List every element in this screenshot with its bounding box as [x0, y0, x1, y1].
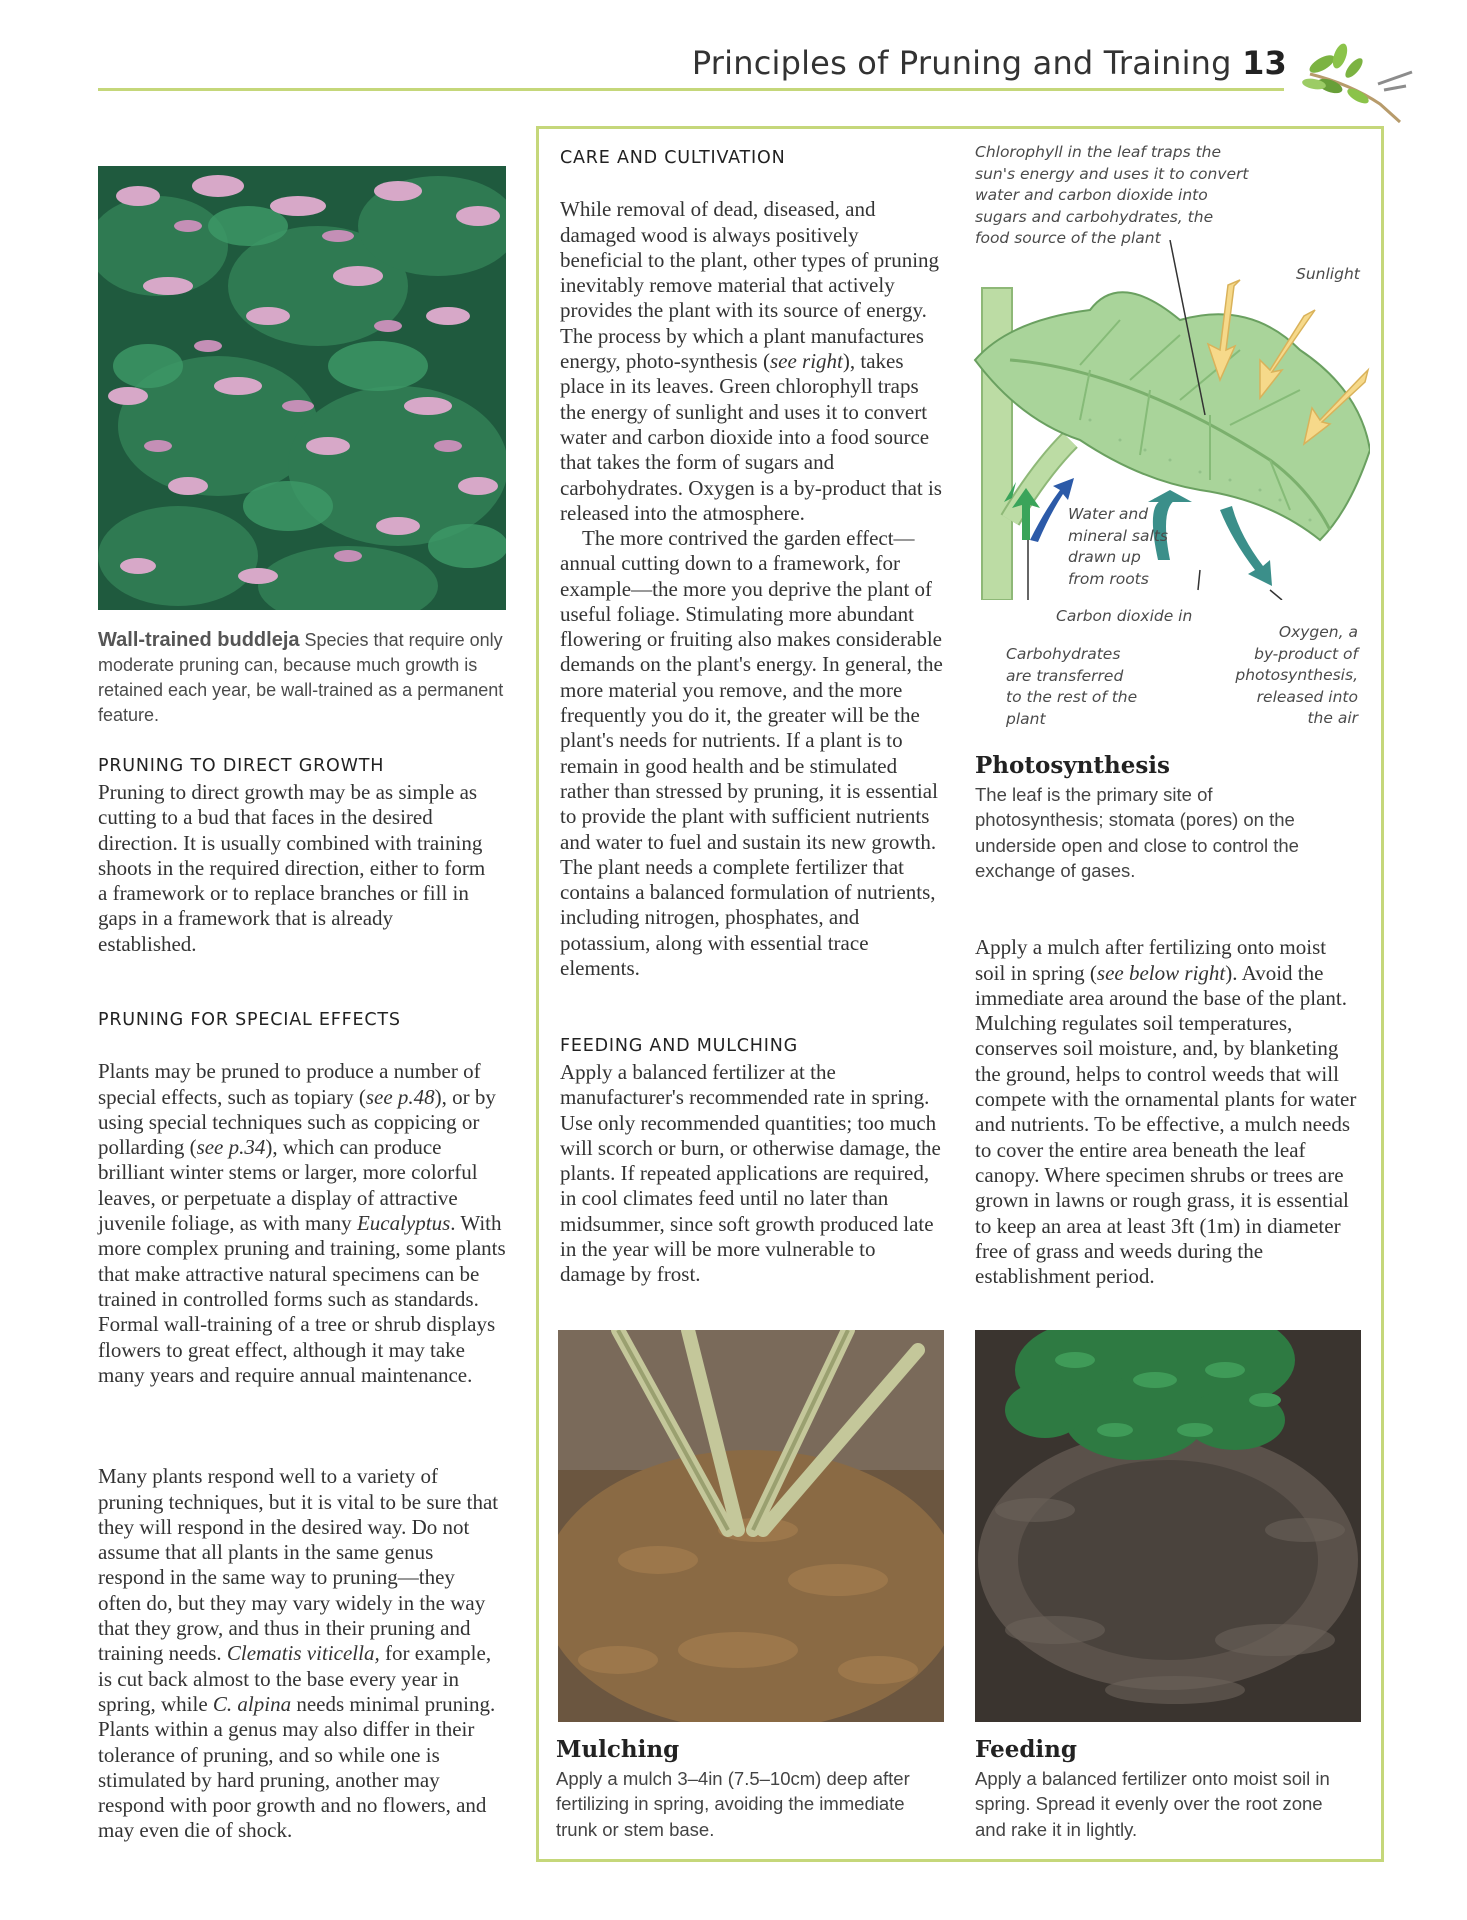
genus-name: Eucalyptus — [356, 1211, 451, 1236]
cross-ref: see below right — [1096, 960, 1226, 985]
care-body-p1: While removal of dead, diseased, and damaged wood is always positively beneficial to the plant, other types of pruning inevitably remove material that actively provides the plant with its source of energy. The process by which a plant manufactures energy, photo-synthesis (see right), takes place in its leaves. Green chlorophyll traps the energy of sunlight and uses it to convert water and carbon dioxide into a food source that takes the form of sugars and carbohydrates. Oxygen is a by-product that is released into the atmosphere. — [560, 197, 942, 525]
feeding-caption: Apply a balanced fertilizer onto moist soil in spring. Spread it evenly over the root zone and rake it in lightly. — [975, 1768, 1330, 1840]
header-rule — [98, 88, 1284, 91]
co2-label: Carbon dioxide in — [1056, 607, 1193, 625]
species-name: Clematis viticella, — [226, 1641, 380, 1666]
section-heading-care: CARE AND CULTIVATION — [560, 148, 786, 168]
photosynthesis-title: Photosynthesis — [975, 752, 1170, 779]
feeding-photo — [975, 1330, 1361, 1722]
cross-ref: see p.34 — [196, 1135, 266, 1160]
photosynthesis-caption: The leaf is the primary site of photosynthesis; stomata (pores) on the underside open and close to control the exchange of gases. — [975, 784, 1299, 881]
oxygen-label: Oxygen, a by-product of photosynthesis, released into the air — [1235, 623, 1358, 727]
section-body-special-effects: Plants may be pruned to produce a number of special effects, such as topiary (see p.48), or by using special techniques such as coppicing or pollarding (see p.34), which can produce brilliant winter stems or larger, more colorful leaves, or perpetuate a display of attractive juvenile foliage, as with many Eucalyptus. With more complex pruning and training, some plants that make attractive natural specimens can be trained in controlled forms such as standards. Formal wall-training of a tree or shrub displays flowers to great effect, although it may take many years and require annual maintenance. — [98, 1059, 506, 1387]
section-heading-special-effects: PRUNING FOR SPECIAL EFFECTS — [98, 1010, 401, 1030]
section-body-direct-growth: Pruning to direct growth may be as simple as cutting to a bud that faces in the desired direction. It is usually combined with training shoots in the required direction, either to form a framework or to replace branches or fill in gaps in a framework that is already established. — [98, 780, 486, 956]
carbohydrates-label: Carbohydrates are transferred to the rest of the plant — [1006, 645, 1138, 728]
caption-text: Species that require only moderate pruning can, because much growth is retained each year, be wall-trained as a permanent feature. — [98, 630, 504, 725]
running-header — [692, 44, 1287, 82]
feeding-title: Feeding — [975, 1736, 1077, 1763]
mulching-caption: Apply a mulch 3–4in (7.5–10cm) deep after fertilizing in spring, avoiding the immediate trunk or stem base. — [556, 1768, 910, 1840]
cross-ref: see right — [769, 349, 843, 374]
photosynthesis-diagram — [970, 240, 1370, 600]
buddleja-photo — [98, 166, 506, 610]
water-label: Water and mineral salts drawn up from roots — [1068, 505, 1168, 588]
section-heading-feeding: FEEDING AND MULCHING — [560, 1036, 798, 1056]
buddleja-caption — [98, 628, 508, 728]
cross-ref: see p.48 — [365, 1084, 435, 1109]
chlorophyll-label: Chlorophyll in the leaf traps the sun's energy and uses it to convert water and carbon dioxide into sugars and carbohydrates, the food source of the plant — [975, 143, 1249, 247]
feeding-body: Apply a balanced fertilizer at the manufacturer's recommended rate in spring. Use only recommended quantities; too much will scorch or burn, or otherwise damage, the plants. If repeated applications are required, in cool climates feed until no later than midsummer, since soft growth produced late in the year will be more vulnerable to damage by frost. — [560, 1060, 941, 1287]
header-title: Principles of Pruning and Training — [691, 44, 1232, 82]
caption-title: Wall-trained buddleja — [98, 629, 300, 651]
mulching-title: Mulching — [556, 1736, 680, 1763]
leaf-sprig-icon — [1300, 34, 1418, 126]
care-body-p2: The more contrived the garden effect—annual cutting down to a framework, for example—the more you deprive the plant of useful foliage. Stimulating more abundant flowering or fruiting also makes considerable demands on the plant's energy. In general, the more material you remove, and the more frequently you do it, the greater will be the plant's needs for nutrients. If a plant is to remain in good health and be stimulated rather than stressed by pruning, it is essential to provide the plant with sufficient nutrients and water to fuel and sustain its new growth. The plant needs a complete fertilizer that contains a balanced formulation of nutrients, including nitrogen, phosphates, and potassium, along with essential trace elements. — [560, 526, 943, 981]
section-heading-direct-growth: PRUNING TO DIRECT GROWTH — [98, 756, 385, 776]
page-number: 13 — [1242, 44, 1287, 82]
sunlight-label: Sunlight — [1296, 265, 1360, 283]
mulch-advice-body: Apply a mulch after fertilizing onto moist soil in spring (see below right). Avoid the immediate area around the base of the plant. Mulching regulates soil temperatures, conserves soil moisture, and, by blanketing the ground, helps to control weeds that will compete with the ornamental plants for water and nutrients. To be effective, a mulch needs to cover the entire area beneath the leaf canopy. Where specimen shrubs or trees are grown in lawns or rough grass, it is essential to keep an area at least 3ft (1m) in diameter free of grass and weeds during the establishment period. — [975, 935, 1357, 1289]
mulching-photo — [558, 1330, 944, 1722]
species-name: C. alpina — [212, 1691, 292, 1716]
section-body-special-effects-p2: Many plants respond well to a variety of pruning techniques, but it is vital to be sure that they will respond in the desired way. Do not assume that all plants in the same genus respond in the same way to pruning—they often do, but they may vary widely in the way that they grow, and thus in their pruning and training needs. Clematis viticella, for example, is cut back almost to the base every year in spring, while C. alpina needs minimal pruning. Plants within a genus may also differ in their tolerance of pruning, and so while one is stimulated by hard pruning, another may respond with poor growth and no flowers, and may even die of shock. — [98, 1464, 499, 1843]
